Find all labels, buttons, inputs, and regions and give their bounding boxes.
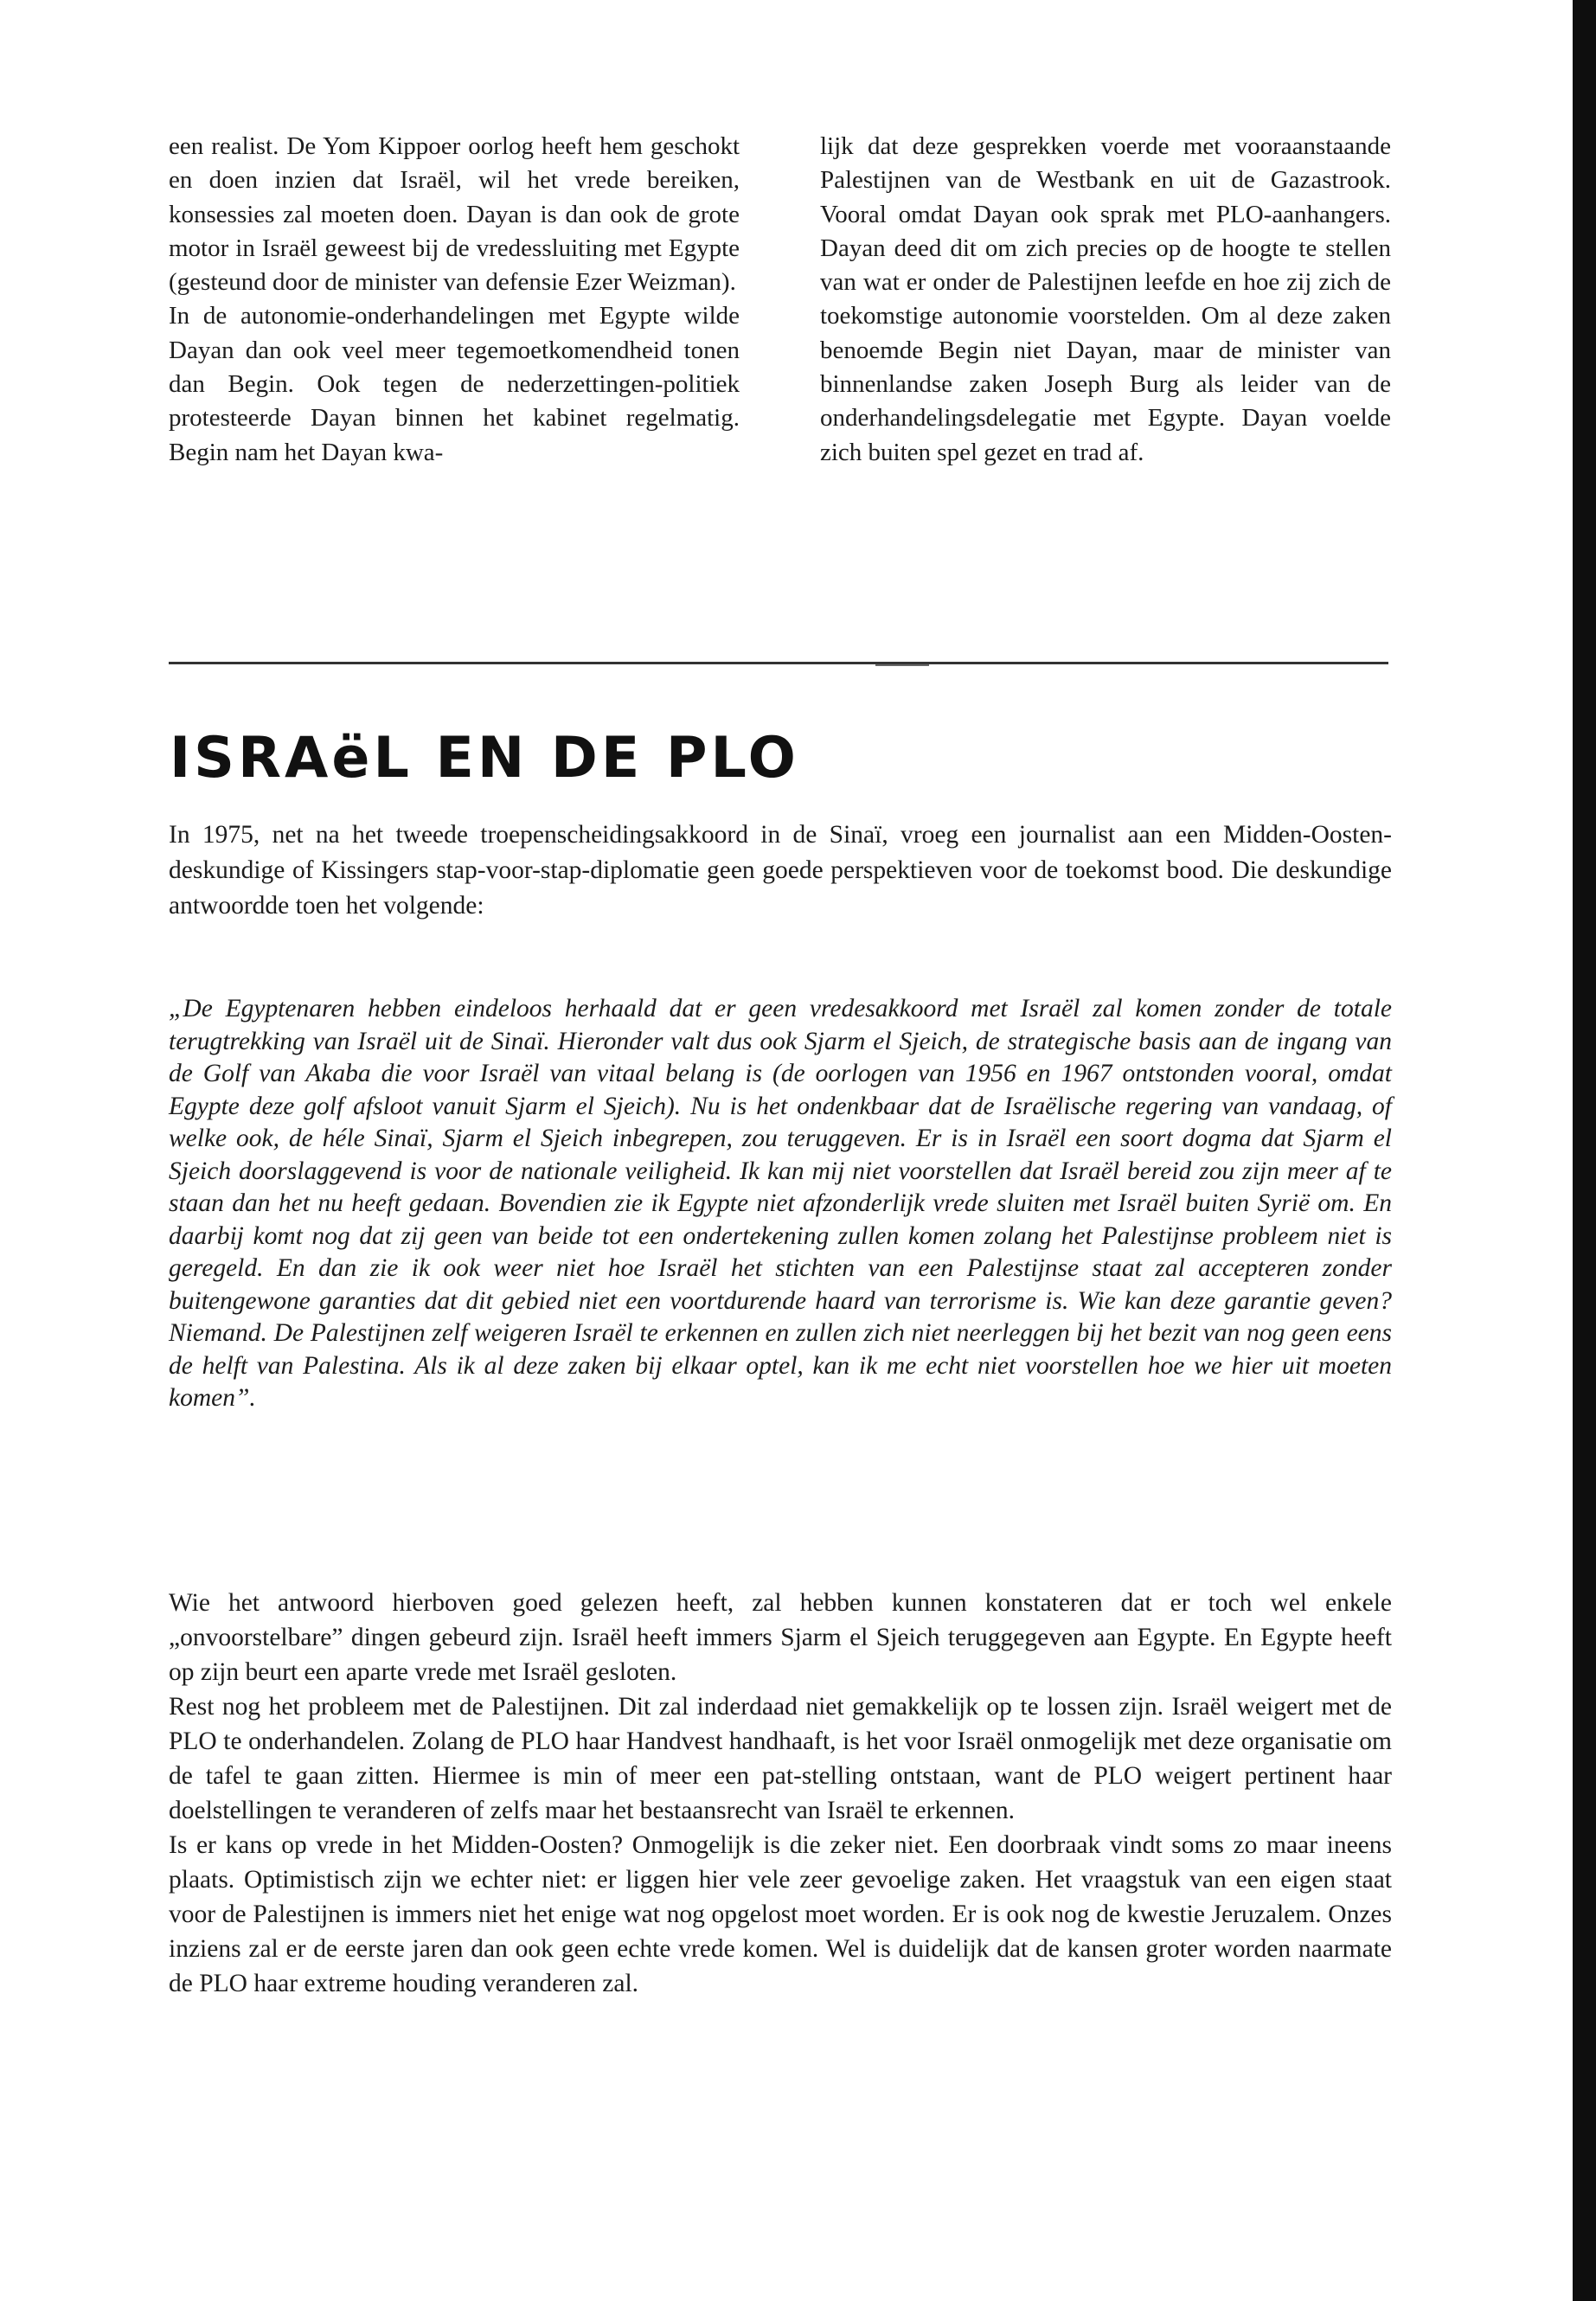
expert-quote [169,993,1392,1415]
paragraph: lijk dat deze gesprekken voerde met vooraanstaande Palestijnen van de Westbank en uit de Gazastrook. Vooral omdat Dayan ook sprak met PLO-aanhangers. Dayan deed dit om zich precies op de hoogte te stellen van wat er onder de Palestijnen leefde en hoe zij zich de toekomstige autonomie voorstelden. Om al deze zaken benoemde Begin niet Dayan, maar de minister van binnenlandse zaken Joseph Burg als leider van de onderhandelingsdelegatie met Egypte. Dayan voelde zich buiten spel gezet en trad af. [820,132,1391,466]
paragraph: Is er kans op vrede in het Midden-Oosten? Onmogelijk is die zeker niet. Een doorbraak vindt soms zo maar ineens plaats. Optimistisch zijn we echter niet: er liggen hier vele zeer gevoelige zaken. Het vraagstuk van een eigen staat voor de Palestijnen is immers niet het enige wat nog opgelost moet worden. Er is ook nog de kwestie Jeruzalem. Onzes inziens zal er de eerste jaren dan ook geen echte vrede komen. Wel is duidelijk dat de kansen groter worden naarmate de PLO haar extreme houding veranderen zal. [169,1831,1392,1997]
closing-paragraphs [169,1586,1392,2001]
section-title: ISRAëL EN DE PLO [170,726,799,791]
intro-paragraph [169,817,1392,924]
paragraph: Wie het antwoord hierboven goed gelezen heeft, zal hebben kunnen konstateren dat er toch wel enkele „onvoorstelbare” dingen gebeurd zijn. Israël heeft immers Sjarm el Sjeich teruggegeven aan Egypte. En Egypte heeft op zijn beurt een aparte vrede met Israël gesloten. [169,1589,1392,1686]
divider-mark [875,664,929,666]
article-column-left [169,130,740,470]
article-column-right [820,130,1391,470]
scan-edge-bar [1573,0,1596,2301]
paragraph: een realist. De Yom Kippoer oorlog heeft hem geschokt en doen inzien dat Israël, wil het vrede bereiken, konsessies zal moeten doen. Dayan is dan ook de grote motor in Israël geweest bij de vredessluiting met Egypte (gesteund door de minister van defensie Ezer Weizman). [169,132,740,297]
quote-text: „De Egyptenaren hebben eindeloos herhaald dat er geen vredesakkoord met Israël zal komen zonder de totale terugtrekking van Israël uit de Sinaï. Hieronder valt dus ook Sjarm el Sjeich, de strategische basis aan de ingang van de Golf van Akaba die voor Israël van vitaal belang is (de oorlogen van 1956 en 1967 ontstonden vooral, omdat Egypte deze golf afsloot vanuit Sjarm el Sjeich). Nu is het ondenkbaar dat de Israëlische regering van vandaag, of welke ook, de héle Sinaï, Sjarm el Sjeich inbegrepen, zou teruggeven. Er is in Israël een soort dogma dat Sjarm el Sjeich doorslaggevend is voor de nationale veiligheid. Ik kan mij niet voorstellen dat Israël bereid zou zijn meer af te staan dan het nu heeft gedaan. Bovendien zie ik Egypte niet afzonderlijk vrede sluiten met Israël buiten Syrië om. En daarbij komt nog dat zij geen van beide tot een ondertekening zullen komen zolang het Palestijnse probleem niet is geregeld. En dan zie ik ook weer niet hoe Israël het stichten van een Palestijnse staat zal accepteren zonder buitengewone garanties dat dit gebied niet een voortdurende haard van terrorisme is. Wie kan deze garantie geven? Niemand. De Palestijnen zelf weigeren Israël te erkennen en zullen zich niet neerleggen bij het bezit van nog geen eens de helft van Palestina. Als ik al deze zaken bij elkaar optel, kan ik me echt niet voorstellen hoe we hier uit moeten komen”. [169,995,1392,1412]
paragraph: In de autonomie-onderhandelingen met Egypte wilde Dayan dan ook veel meer tegemoetkomendheid tonen dan Begin. Ook tegen de nederzettingen-politiek protesteerde Dayan binnen het kabinet regelmatig. Begin nam het Dayan kwa- [169,302,740,466]
paragraph: Rest nog het probleem met de Palestijnen. Dit zal inderdaad niet gemakkelijk op te lossen zijn. Israël weigert met de PLO te onderhandelen. Zolang de PLO haar Handvest handhaaft, is het voor Israël onmogelijk met deze organisatie om de tafel te gaan zitten. Hiermee is min of meer een pat-stelling ontstaan, want de PLO weigert pertinent haar doelstellingen te veranderen of zelfs maar het bestaansrecht van Israël te erkennen. [169,1693,1392,1824]
section-divider [169,662,1388,664]
paragraph: In 1975, net na het tweede troepenscheidingsakkoord in de Sinaï, vroeg een journalist aan een Midden-Oosten-deskundige of Kissingers stap-voor-stap-diplomatie geen goede perspektieven voor de toekomst bood. Die deskundige antwoordde toen het volgende: [169,821,1392,920]
